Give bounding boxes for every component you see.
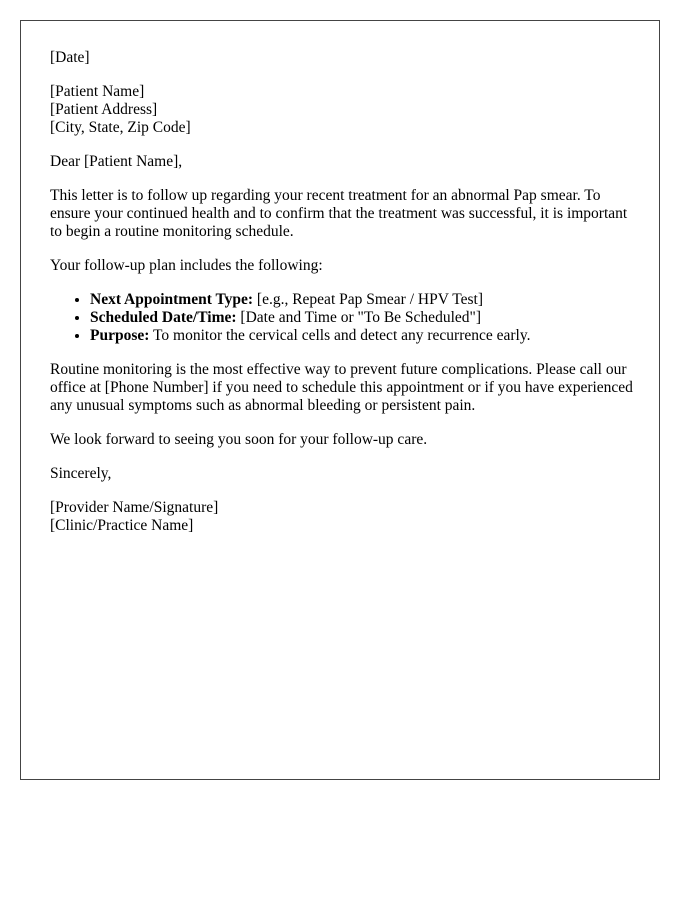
salutation: Dear [Patient Name],	[50, 153, 183, 170]
plan-item-appointment-type	[90, 291, 640, 309]
plan-intro: Your follow-up plan includes the following:	[50, 257, 323, 274]
plan-item-value: [Date and Time or "To Be Scheduled"]	[236, 309, 481, 326]
recipient-block	[50, 83, 640, 137]
sign-off: Sincerely,	[50, 465, 112, 482]
recipient-name: [Patient Name]	[50, 83, 145, 100]
clinic-name: [Clinic/Practice Name]	[50, 517, 194, 534]
letter-content	[50, 49, 640, 551]
plan-item-purpose	[90, 327, 640, 345]
recipient-city-state-zip: [City, State, Zip Code]	[50, 119, 191, 136]
plan-item-label: Scheduled Date/Time:	[90, 309, 237, 326]
monitoring-paragraph: Routine monitoring is the most effective way to prevent future complications. Please call our office at [Phone Number] if you need to schedule this appointment or if you have experienced any unusual symptoms such as abnormal bleeding or persistent pain.	[50, 361, 633, 414]
plan-item-label: Purpose:	[90, 327, 150, 344]
signature-block	[50, 499, 640, 535]
plan-item-scheduled-date	[90, 309, 640, 327]
plan-list	[50, 291, 640, 345]
letter-frame	[20, 20, 660, 780]
plan-item-label: Next Appointment Type:	[90, 291, 254, 308]
provider-name: [Provider Name/Signature]	[50, 499, 219, 516]
intro-paragraph: This letter is to follow up regarding your recent treatment for an abnormal Pap smear. To ensure your continued health and to confirm that the treatment was successful, it is important to begin a routine monitoring schedule.	[50, 187, 628, 240]
recipient-address: [Patient Address]	[50, 101, 158, 118]
closing-line: We look forward to seeing you soon for your follow-up care.	[50, 431, 428, 448]
letter-date: [Date]	[50, 49, 90, 66]
plan-item-value: To monitor the cervical cells and detect any recurrence early.	[149, 327, 531, 344]
plan-item-value: [e.g., Repeat Pap Smear / HPV Test]	[253, 291, 483, 308]
